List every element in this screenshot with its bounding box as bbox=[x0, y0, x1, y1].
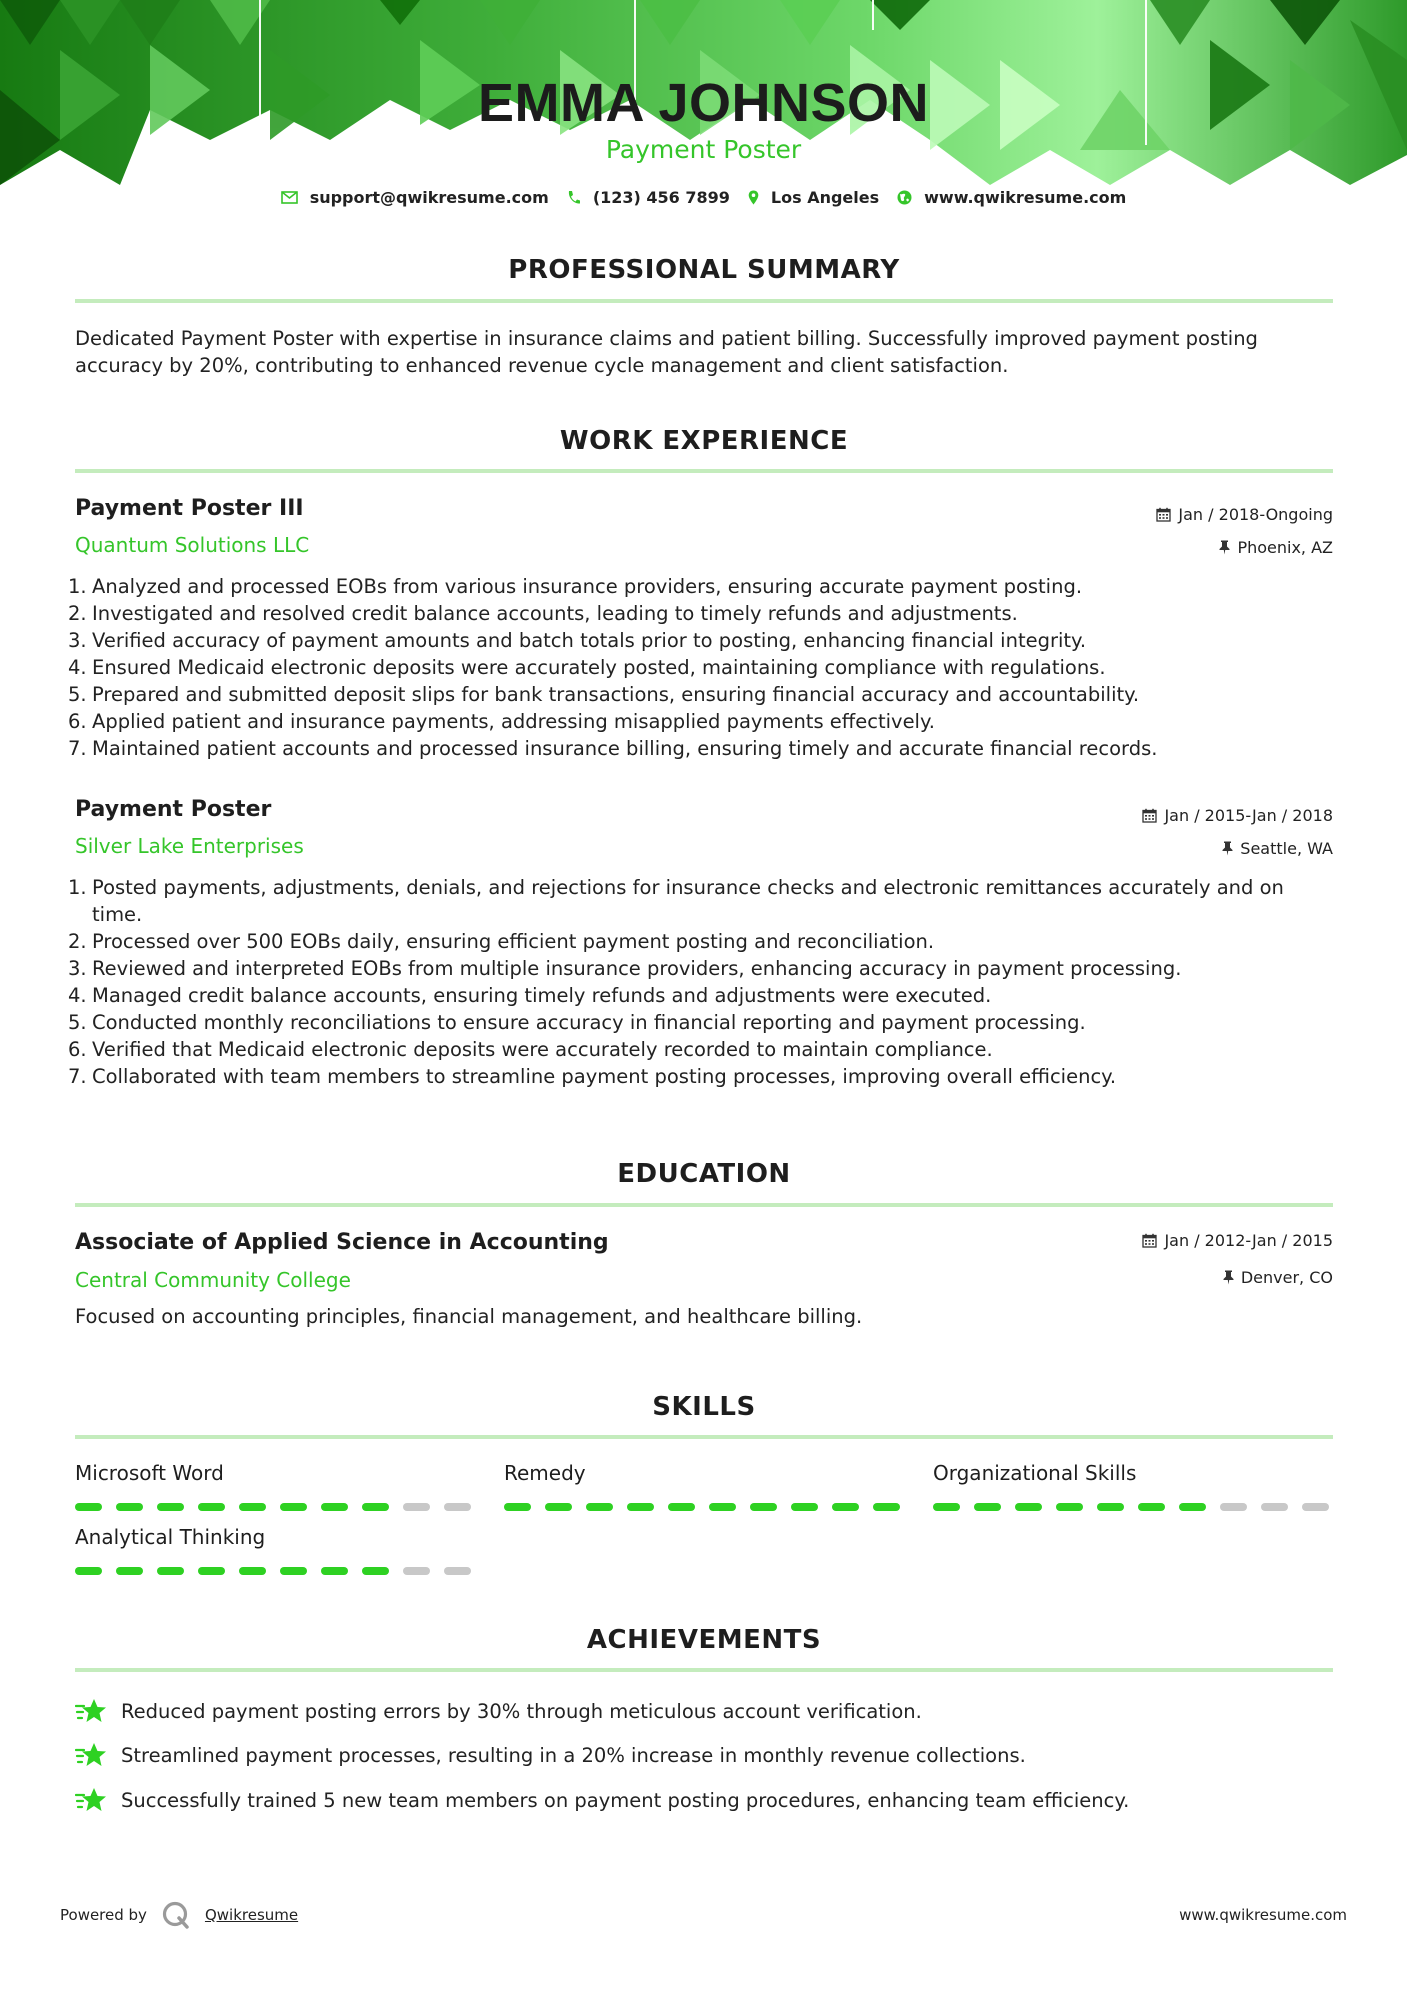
skill-dot-filled bbox=[1056, 1503, 1083, 1511]
pushpin-icon bbox=[1222, 841, 1233, 856]
achievement-item bbox=[75, 1741, 1026, 1769]
job-duties-list bbox=[68, 573, 1338, 762]
achievement-item bbox=[75, 1697, 922, 1725]
footer-website[interactable]: www.qwikresume.com bbox=[1179, 1906, 1347, 1924]
powered-by-text: Powered by bbox=[60, 1906, 147, 1924]
list-item: 7. Maintained patient accounts and processed insurance billing, ensuring timely and accurate financial records. bbox=[68, 737, 1158, 760]
skill-dot-filled bbox=[362, 1503, 389, 1511]
duty-text: Conducted monthly reconciliations to ensure accuracy in financial reporting and payment processing. bbox=[92, 1011, 1086, 1034]
list-item: 4. Managed credit balance accounts, ensuring timely refunds and adjustments were executed. bbox=[68, 984, 992, 1007]
skill-dot-filled bbox=[116, 1503, 143, 1511]
job-title: Payment Poster bbox=[75, 797, 272, 822]
star-icon bbox=[75, 1697, 107, 1725]
phone-icon bbox=[567, 190, 581, 205]
skill-dot-filled bbox=[832, 1503, 859, 1511]
duty-text: Prepared and submitted deposit slips for bank transactions, ensuring financial accuracy and accountability. bbox=[92, 683, 1140, 706]
skill-dot-filled bbox=[1097, 1503, 1124, 1511]
skill-dot-filled bbox=[668, 1503, 695, 1511]
skill-dot-filled bbox=[504, 1503, 531, 1511]
skill-dot-filled bbox=[933, 1503, 960, 1511]
skill-dot-filled bbox=[157, 1503, 184, 1511]
calendar-icon bbox=[1142, 808, 1157, 823]
job-location bbox=[1222, 839, 1333, 858]
contact-bar bbox=[0, 188, 1407, 207]
skill-dot-filled bbox=[116, 1567, 143, 1575]
map-marker-icon bbox=[748, 190, 759, 205]
contact-website-text: www.qwikresume.com bbox=[924, 188, 1127, 207]
skills-divider bbox=[75, 1435, 1333, 1439]
list-item: 3. Reviewed and interpreted EOBs from multiple insurance providers, enhancing accuracy in payment processing. bbox=[68, 957, 1182, 980]
skill-dot-filled bbox=[75, 1567, 102, 1575]
duty-text: Analyzed and processed EOBs from various insurance providers, ensuring accurate payment posting. bbox=[92, 575, 1083, 598]
skill-level-bar bbox=[75, 1567, 475, 1575]
skill-dot-filled bbox=[362, 1567, 389, 1575]
duty-text: Posted payments, adjustments, denials, and rejections for insurance checks and electronic remittances accurately and on time. bbox=[92, 876, 1284, 926]
skill-dot-filled bbox=[75, 1503, 102, 1511]
skill-dot-filled bbox=[586, 1503, 613, 1511]
calendar-icon bbox=[1156, 507, 1171, 522]
skill-dot-filled bbox=[157, 1567, 184, 1575]
pushpin-icon bbox=[1219, 540, 1230, 555]
skill-item bbox=[504, 1461, 904, 1511]
skill-dot-filled bbox=[1179, 1503, 1206, 1511]
contact-phone-text: (123) 456 7899 bbox=[592, 188, 730, 207]
skill-dot-empty bbox=[1261, 1503, 1288, 1511]
skill-name: Remedy bbox=[504, 1461, 586, 1485]
list-item: 1. Analyzed and processed EOBs from various insurance providers, ensuring accurate payment posting. bbox=[68, 575, 1083, 598]
duty-text: Verified accuracy of payment amounts and batch totals prior to posting, enhancing financial integrity. bbox=[92, 629, 1087, 652]
skill-level-bar bbox=[75, 1503, 475, 1511]
contact-email[interactable] bbox=[281, 188, 549, 207]
job-dates-text: Jan / 2018-Ongoing bbox=[1178, 505, 1333, 524]
duty-text: Applied patient and insurance payments, addressing misapplied payments effectively. bbox=[92, 710, 935, 733]
list-item: 4. Ensured Medicaid electronic deposits were accurately posted, maintaining compliance with regulations. bbox=[68, 656, 1106, 679]
list-item: 5. Conducted monthly reconciliations to ensure accuracy in financial reporting and payment processing. bbox=[68, 1011, 1086, 1034]
summary-text: Dedicated Payment Poster with expertise in insurance claims and patient billing. Successfully improved payment posting accuracy by 20%, contributing to enhanced revenue cycle management and client satisfaction. bbox=[75, 327, 1258, 377]
achievement-text: Streamlined payment processes, resulting in a 20% increase in monthly revenue collections. bbox=[121, 1743, 1026, 1767]
skill-dot-empty bbox=[403, 1567, 430, 1575]
skill-dot-filled bbox=[280, 1567, 307, 1575]
skill-dot-filled bbox=[198, 1503, 225, 1511]
list-item: 7. Collaborated with team members to streamline payment posting processes, improving overall efficiency. bbox=[68, 1065, 1117, 1088]
candidate-name: EMMA JOHNSON bbox=[477, 73, 930, 133]
contact-location bbox=[748, 188, 879, 207]
skill-dot-filled bbox=[239, 1567, 266, 1575]
footer-powered-by bbox=[60, 1900, 298, 1930]
contact-location-text: Los Angeles bbox=[770, 188, 880, 207]
skills-heading: SKILLS bbox=[652, 1392, 756, 1422]
skill-level-bar bbox=[504, 1503, 904, 1511]
contact-website[interactable] bbox=[897, 188, 1126, 207]
list-item: 6. Applied patient and insurance payments, addressing misapplied payments effectively. bbox=[68, 710, 935, 733]
envelope-icon bbox=[281, 191, 298, 204]
skill-dot-filled bbox=[750, 1503, 777, 1511]
job-dates bbox=[1156, 505, 1333, 524]
calendar-icon bbox=[1142, 1233, 1157, 1248]
summary-divider bbox=[75, 299, 1333, 303]
achievement-text: Successfully trained 5 new team members on payment posting procedures, enhancing team efficiency. bbox=[121, 1788, 1130, 1812]
skill-dot-filled bbox=[873, 1503, 900, 1511]
contact-phone[interactable] bbox=[567, 188, 730, 207]
education-degree: Associate of Applied Science in Accounting bbox=[75, 1230, 609, 1255]
skill-dot-filled bbox=[198, 1567, 225, 1575]
skill-item bbox=[75, 1461, 475, 1511]
skill-dot-filled bbox=[1015, 1503, 1042, 1511]
skill-dot-filled bbox=[280, 1503, 307, 1511]
duty-text: Reviewed and interpreted EOBs from multiple insurance providers, enhancing accuracy in payment processing. bbox=[92, 957, 1182, 980]
education-dates-text: Jan / 2012-Jan / 2015 bbox=[1164, 1231, 1333, 1250]
skill-dot-empty bbox=[444, 1503, 471, 1511]
skill-dot-filled bbox=[321, 1567, 348, 1575]
duty-text: Maintained patient accounts and processed insurance billing, ensuring timely and accurate financial records. bbox=[92, 737, 1158, 760]
experience-heading: WORK EXPERIENCE bbox=[559, 426, 849, 456]
skill-dot-filled bbox=[709, 1503, 736, 1511]
job-dates bbox=[1142, 806, 1333, 825]
skill-dot-filled bbox=[627, 1503, 654, 1511]
globe-icon bbox=[897, 190, 912, 205]
skill-dot-filled bbox=[321, 1503, 348, 1511]
skill-level-bar bbox=[933, 1503, 1333, 1511]
achievement-item bbox=[75, 1786, 1129, 1814]
job-company: Quantum Solutions LLC bbox=[75, 533, 310, 557]
skill-dot-filled bbox=[974, 1503, 1001, 1511]
achievement-text: Reduced payment posting errors by 30% through meticulous account verification. bbox=[121, 1699, 922, 1723]
contact-email-text: support@qwikresume.com bbox=[309, 188, 549, 207]
list-item: 5. Prepared and submitted deposit slips for bank transactions, ensuring financial accuracy and accountability. bbox=[68, 683, 1140, 706]
skill-dot-filled bbox=[791, 1503, 818, 1511]
list-item: 2. Investigated and resolved credit balance accounts, leading to timely refunds and adjustments. bbox=[68, 602, 1018, 625]
skill-dot-empty bbox=[403, 1503, 430, 1511]
education-location bbox=[1223, 1268, 1333, 1287]
list-item: 6. Verified that Medicaid electronic deposits were accurately recorded to maintain compliance. bbox=[68, 1038, 993, 1061]
list-item: 1. Posted payments, adjustments, denials, and rejections for insurance checks and electronic remittances accurately and on time. bbox=[68, 876, 1284, 926]
achievements-heading: ACHIEVEMENTS bbox=[586, 1625, 822, 1655]
skill-dot-filled bbox=[239, 1503, 266, 1511]
skill-dot-empty bbox=[1220, 1503, 1247, 1511]
job-company: Silver Lake Enterprises bbox=[75, 834, 304, 858]
star-icon bbox=[75, 1741, 107, 1769]
skill-dot-filled bbox=[545, 1503, 572, 1511]
education-location-text: Denver, CO bbox=[1240, 1268, 1333, 1287]
qwikresume-logo-icon bbox=[161, 1900, 191, 1930]
skill-item bbox=[933, 1461, 1333, 1511]
star-icon bbox=[75, 1786, 107, 1814]
skill-name: Microsoft Word bbox=[75, 1461, 224, 1485]
summary-heading: PROFESSIONAL SUMMARY bbox=[508, 255, 900, 285]
experience-divider bbox=[75, 469, 1333, 473]
candidate-role: Payment Poster bbox=[605, 135, 802, 164]
skill-dot-empty bbox=[1302, 1503, 1329, 1511]
job-duties-list bbox=[68, 874, 1338, 1090]
achievements-divider bbox=[75, 1668, 1333, 1672]
list-item: 2. Processed over 500 EOBs daily, ensuring efficient payment posting and reconciliation. bbox=[68, 930, 935, 953]
duty-text: Processed over 500 EOBs daily, ensuring efficient payment posting and reconciliation. bbox=[92, 930, 935, 953]
job-location-text: Phoenix, AZ bbox=[1237, 538, 1333, 557]
skill-item bbox=[75, 1525, 475, 1575]
skill-dot-filled bbox=[1138, 1503, 1165, 1511]
education-description: Focused on accounting principles, financial management, and healthcare billing. bbox=[75, 1305, 863, 1328]
skill-name: Organizational Skills bbox=[933, 1461, 1137, 1485]
job-dates-text: Jan / 2015-Jan / 2018 bbox=[1164, 806, 1333, 825]
education-divider bbox=[75, 1203, 1333, 1207]
duty-text: Collaborated with team members to streamline payment posting processes, improving overall efficiency. bbox=[92, 1065, 1117, 1088]
job-location-text: Seattle, WA bbox=[1240, 839, 1333, 858]
duty-text: Managed credit balance accounts, ensuring timely refunds and adjustments were executed. bbox=[92, 984, 992, 1007]
education-heading: EDUCATION bbox=[617, 1159, 791, 1189]
duty-text: Ensured Medicaid electronic deposits were accurately posted, maintaining compliance with regulations. bbox=[92, 656, 1106, 679]
duty-text: Investigated and resolved credit balance accounts, leading to timely refunds and adjustments. bbox=[92, 602, 1018, 625]
pushpin-icon bbox=[1223, 1270, 1234, 1285]
duty-text: Verified that Medicaid electronic deposits were accurately recorded to maintain compliance. bbox=[92, 1038, 993, 1061]
list-item: 3. Verified accuracy of payment amounts and batch totals prior to posting, enhancing financial integrity. bbox=[68, 629, 1087, 652]
education-school: Central Community College bbox=[75, 1268, 351, 1292]
education-dates bbox=[1142, 1231, 1333, 1250]
skill-dot-empty bbox=[444, 1567, 471, 1575]
qwikresume-link[interactable]: Qwikresume bbox=[204, 1906, 299, 1924]
job-title: Payment Poster III bbox=[75, 496, 304, 521]
skill-name: Analytical Thinking bbox=[75, 1525, 266, 1549]
job-location bbox=[1219, 538, 1333, 557]
